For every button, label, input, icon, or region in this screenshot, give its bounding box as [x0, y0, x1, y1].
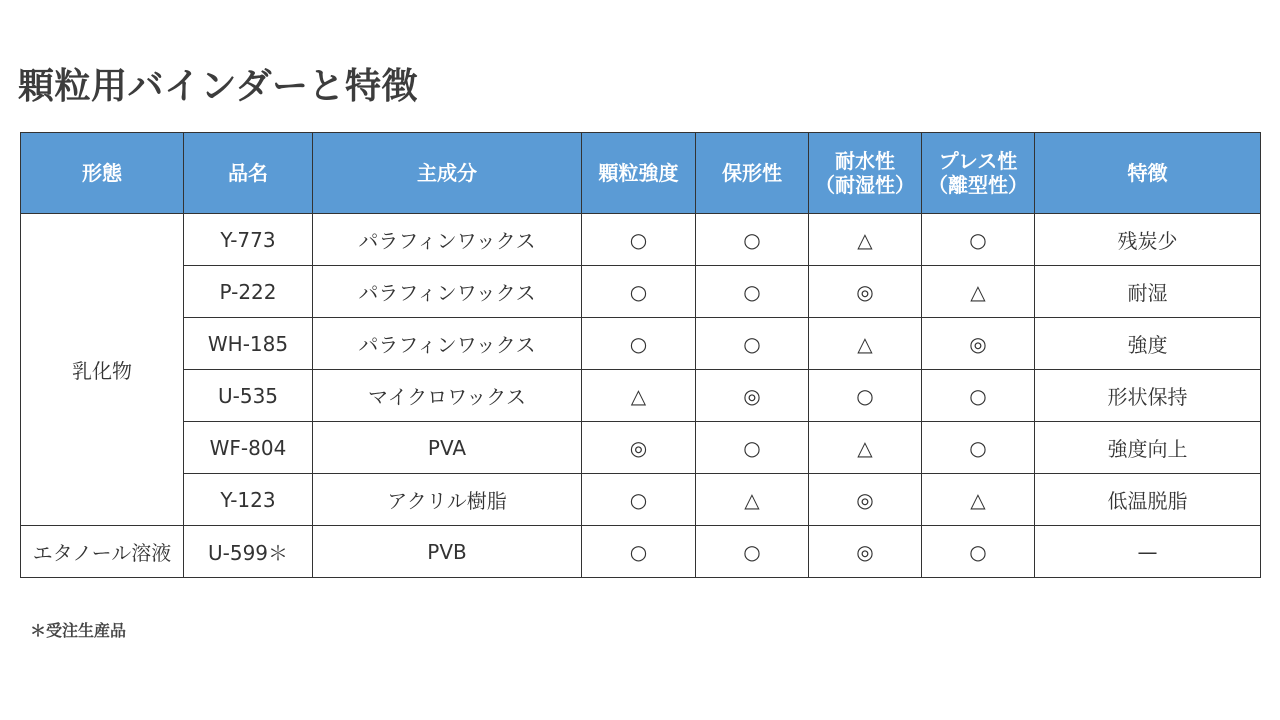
table-row: [21, 318, 1261, 370]
header-component: 主成分: [313, 133, 582, 214]
shape-retention-mark: ○: [696, 318, 809, 370]
product-cell: U-599＊: [184, 526, 313, 578]
granule-strength-mark: ○: [582, 266, 696, 318]
header-water-resistance-line1: 耐水性: [835, 149, 895, 173]
header-pressability-line2: （離型性）: [928, 173, 1028, 197]
feature-cell: 耐湿: [1035, 266, 1261, 318]
granule-strength-mark: ◎: [582, 422, 696, 474]
shape-retention-mark: ○: [696, 266, 809, 318]
feature-cell: 形状保持: [1035, 370, 1261, 422]
granule-strength-mark: △: [582, 370, 696, 422]
header-pressability-line1: プレス性: [938, 149, 1018, 173]
feature-cell: 低温脱脂: [1035, 474, 1261, 526]
feature-cell: —: [1035, 526, 1261, 578]
pressability-mark: ◎: [922, 318, 1035, 370]
water-resistance-mark: ◎: [809, 266, 922, 318]
component-cell: パラフィンワックス: [313, 318, 582, 370]
product-cell: Y-123: [184, 474, 313, 526]
pressability-mark: △: [922, 474, 1035, 526]
feature-cell: 残炭少: [1035, 214, 1261, 266]
header-water-resistance-line2: （耐湿性）: [815, 173, 915, 197]
product-cell: U-535: [184, 370, 313, 422]
table-row: [21, 422, 1261, 474]
table-row: [21, 370, 1261, 422]
header-granule-strength: 顆粒強度: [582, 133, 696, 214]
granule-strength-mark: ○: [582, 214, 696, 266]
shape-retention-mark: ○: [696, 214, 809, 266]
header-water-resistance: [809, 133, 922, 214]
table-row: [21, 526, 1261, 578]
water-resistance-mark: ○: [809, 370, 922, 422]
component-cell: パラフィンワックス: [313, 214, 582, 266]
table-header-row: [21, 133, 1261, 214]
header-pressability: [922, 133, 1035, 214]
water-resistance-mark: △: [809, 214, 922, 266]
component-cell: パラフィンワックス: [313, 266, 582, 318]
form-cell-emulsion: 乳化物: [21, 214, 184, 526]
table-row: [21, 474, 1261, 526]
table-row: [21, 214, 1261, 266]
product-cell: WH-185: [184, 318, 313, 370]
product-cell: WF-804: [184, 422, 313, 474]
header-shape-retention: 保形性: [696, 133, 809, 214]
shape-retention-mark: △: [696, 474, 809, 526]
shape-retention-mark: ○: [696, 422, 809, 474]
shape-retention-mark: ○: [696, 526, 809, 578]
component-cell: PVA: [313, 422, 582, 474]
feature-cell: 強度: [1035, 318, 1261, 370]
pressability-mark: △: [922, 266, 1035, 318]
component-cell: アクリル樹脂: [313, 474, 582, 526]
feature-cell: 強度向上: [1035, 422, 1261, 474]
shape-retention-mark: ◎: [696, 370, 809, 422]
page-title: 顆粒用バインダーと特徴: [18, 66, 419, 107]
pressability-mark: ○: [922, 526, 1035, 578]
granule-strength-mark: ○: [582, 526, 696, 578]
header-form: 形態: [21, 133, 184, 214]
pressability-mark: ○: [922, 370, 1035, 422]
granule-strength-mark: ○: [582, 318, 696, 370]
header-product: 品名: [184, 133, 313, 214]
component-cell: PVB: [313, 526, 582, 578]
water-resistance-mark: ◎: [809, 474, 922, 526]
component-cell: マイクロワックス: [313, 370, 582, 422]
product-cell: P-222: [184, 266, 313, 318]
granule-strength-mark: ○: [582, 474, 696, 526]
water-resistance-mark: △: [809, 422, 922, 474]
pressability-mark: ○: [922, 214, 1035, 266]
binder-table: [20, 132, 1261, 578]
water-resistance-mark: △: [809, 318, 922, 370]
form-cell-ethanol-solution: エタノール溶液: [21, 526, 184, 578]
pressability-mark: ○: [922, 422, 1035, 474]
footnote: ＊受注生産品: [30, 621, 127, 640]
table-row: [21, 266, 1261, 318]
header-feature: 特徴: [1035, 133, 1261, 214]
water-resistance-mark: ◎: [809, 526, 922, 578]
product-cell: Y-773: [184, 214, 313, 266]
